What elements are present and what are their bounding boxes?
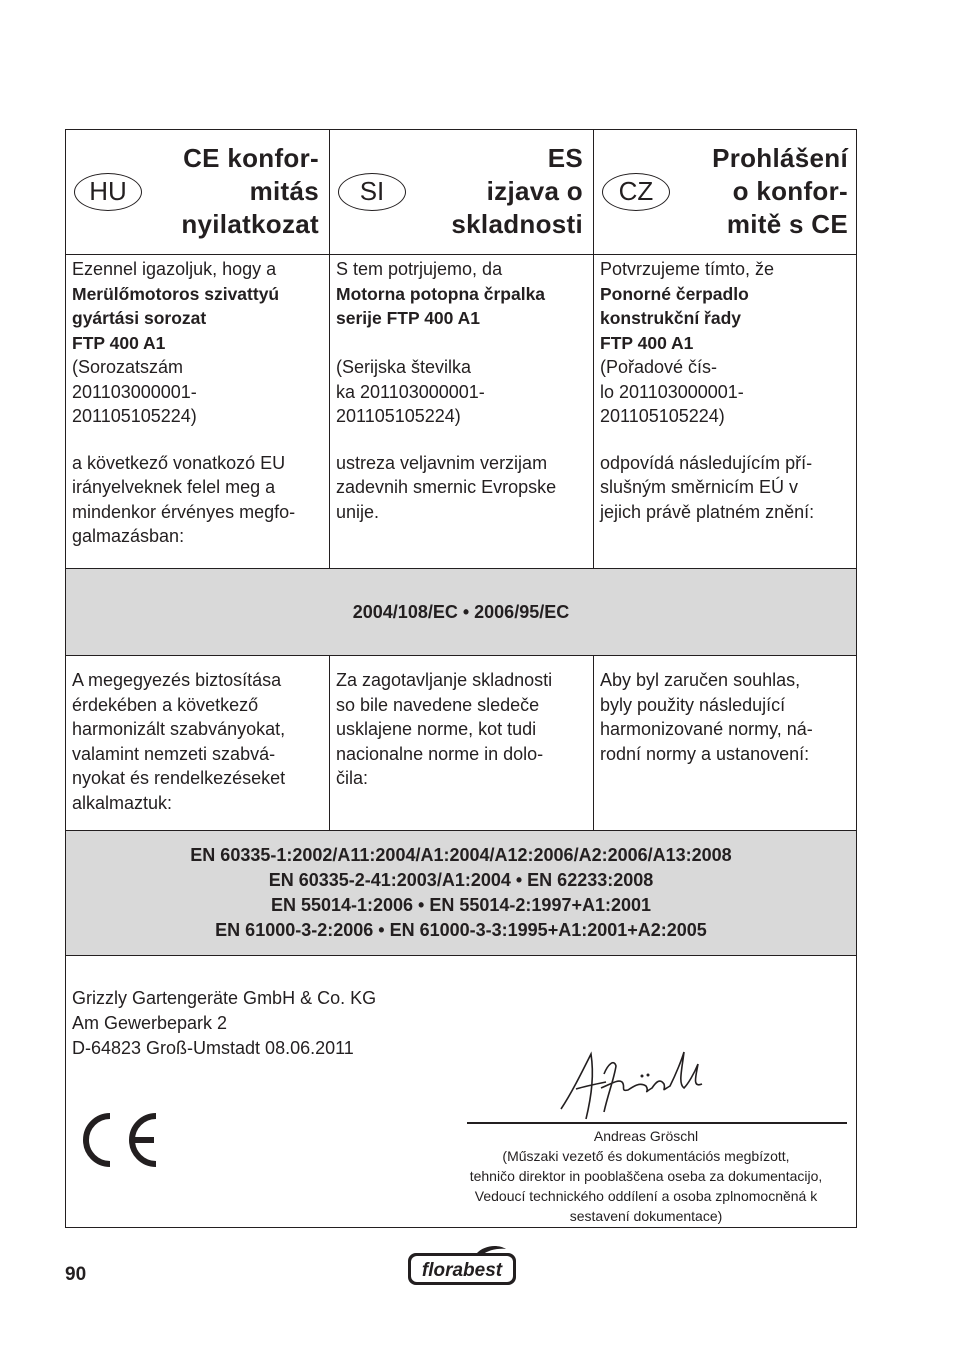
language-badge-cz: CZ — [602, 173, 670, 211]
standards-row — [66, 831, 856, 956]
title-si: ES izjava o skladnosti — [451, 143, 583, 239]
ce-mark-icon — [76, 1110, 160, 1170]
standards-intro-hu: A megegyezés biztosítása érdekében a következő harmonizált szabványokat, valamint nemzeti szabvá- nyokat és rendelkezéseket alkalmaztuk: — [66, 656, 330, 830]
header-hu — [66, 130, 330, 254]
language-badge-si: SI — [338, 173, 406, 211]
directives-row — [66, 569, 856, 656]
signature-line — [467, 1122, 847, 1124]
signature-image — [556, 1044, 716, 1124]
title-hu: CE konfor- mitás nyilatkozat — [181, 143, 319, 239]
language-badge-hu: HU — [74, 173, 142, 211]
florabest-logo — [406, 1245, 518, 1287]
standards-intro-cz: Aby byl zaručen souhlas, byly použity následující harmonizované normy, ná- rodní normy a ustanovení: — [600, 670, 813, 764]
standard-line: EN 60335-1:2002/A11:2004/A1:2004/A12:2006/A2:2006/A13:2008 — [190, 845, 732, 865]
intro-si: S tem potrjujemo, da Motorna potopna črpalka serije FTP 400 A1 (Serijska številka ka 201103000001- 201105105224) ustreza veljavnim verzijam zadevnih smernic Evropske unije. — [330, 255, 594, 568]
signature-row — [66, 956, 856, 1228]
standards-intro-row — [66, 656, 856, 831]
header-si — [330, 130, 594, 254]
declaration-document — [65, 129, 857, 1228]
standard-line: EN 60335-2-41:2003/A1:2004 • EN 62233:2008 — [268, 870, 654, 890]
signer-name: Andreas Gröschl — [593, 1128, 699, 1144]
company-address: Grizzly Gartengeräte GmbH & Co. KG Am Gewerbepark 2 D-64823 Groß-Umstadt 08.06.2011 — [72, 988, 377, 1058]
header-row — [66, 130, 856, 255]
standards-intro-si: Za zagotavljanje skladnosti so bile navedene sledeče usklajene norme, kot tudi nacionalne norme in dolo- čila: — [330, 656, 594, 830]
header-cz — [594, 130, 858, 254]
directives-text: 2004/108/EC • 2006/95/EC — [352, 602, 570, 622]
title-cz: Prohlášení o konfor- mitě s CE — [712, 143, 848, 239]
standard-line: EN 55014-1:2006 • EN 55014-2:1997+A1:2001 — [270, 895, 652, 915]
svg-text:florabest: florabest — [421, 1260, 503, 1281]
intro-hu: Ezennel igazoljuk, hogy a Merülőmotoros szivattyú gyártási sorozat FTP 400 A1 (Sorozatszám 201103000001- 201105105224) a következő vonatkozó EU irányelveknek felel meg a mindenkor érvényes megfo- galmazásban: — [66, 255, 330, 568]
page-number: 90 — [65, 1264, 87, 1285]
signer-details: Andreas Gröschl (Műszaki vezető és dokumentációs megbízott, tehničo direktor in pooblaščena oseba za dokumentacijo, Vedoucí technického oddílení a osoba zplnomocněná k sestavení dokumentace) — [446, 1126, 846, 1226]
standard-line: EN 61000-3-2:2006 • EN 61000-3-3:1995+A1:2001+A2:2005 — [215, 920, 707, 940]
intro-row — [66, 255, 856, 569]
intro-cz: Potvrzujeme tímto, že Ponorné čerpadlo konstrukční řady FTP 400 A1 (Pořadové čís- lo 201103000001- 201105105224) odpovídá následujícím pří- slušným směrnicím EÚ v jejich právě platném znění: — [600, 259, 815, 522]
